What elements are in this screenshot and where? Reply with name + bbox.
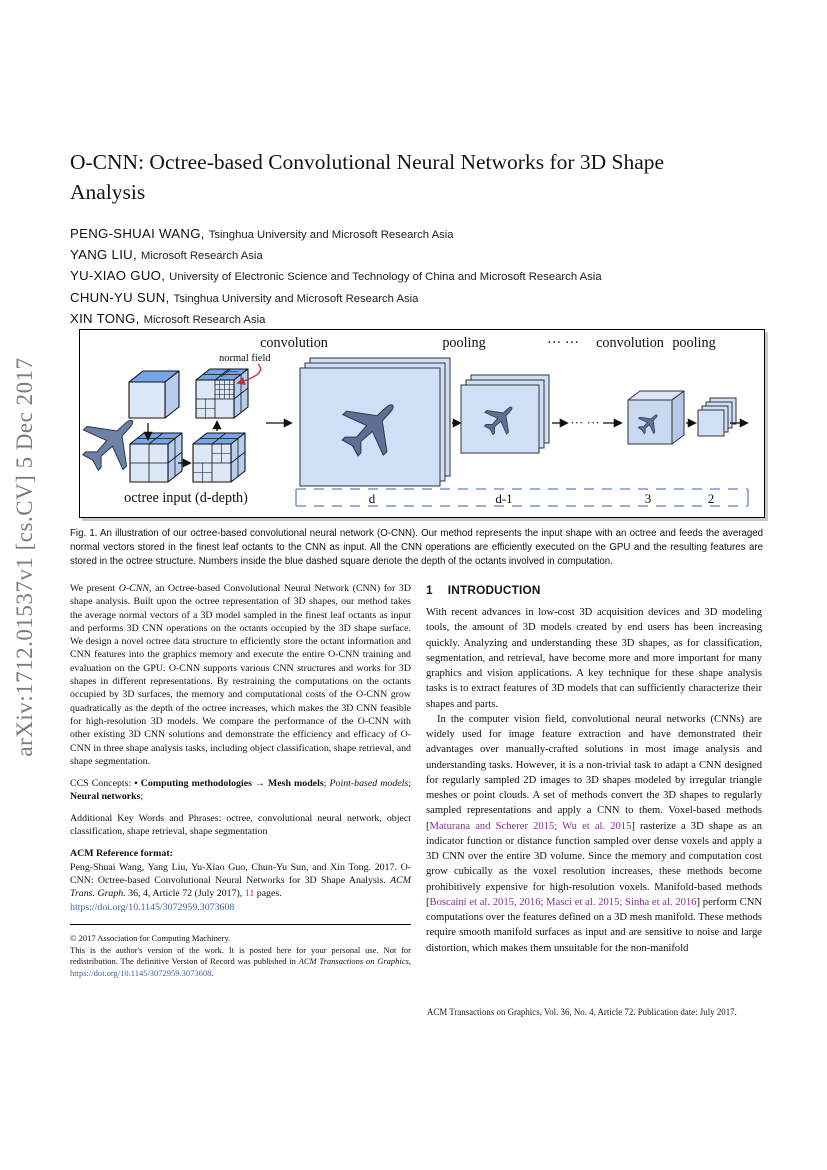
right-column: [426, 582, 762, 987]
copyright-line: © 2017 Association for Computing Machinery.: [70, 933, 231, 944]
body-columns: [70, 582, 762, 987]
section-title: INTRODUCTION: [447, 583, 541, 597]
feature-maps-depth-2: [698, 398, 736, 436]
section-number: 1: [426, 583, 433, 597]
journal-footer: ACM Transactions on Graphics, Vol. 36, No. 4, Article 72. Publication date: July 2017.: [427, 1007, 737, 1017]
doi-link[interactable]: https://doi.org/10.1145/3072959.3073608: [70, 901, 235, 913]
depth-label-2: 2: [707, 491, 715, 506]
normal-field-label: normal field: [219, 353, 271, 364]
copyright-divider: [70, 924, 411, 925]
author-line: [70, 224, 770, 245]
author-name: YU-XIAO GUO,: [70, 268, 166, 284]
arxiv-watermark: arXiv:1712.01537v1 [cs.CV] 5 Dec 2017: [12, 357, 37, 757]
depth-label-d1: d-1: [495, 491, 513, 506]
octree-cube-level2: [193, 433, 245, 482]
author-affiliation: Tsinghua University and Microsoft Research Asia: [173, 292, 419, 305]
mid-dots: ··· ···: [570, 415, 600, 430]
author-line: [70, 309, 770, 330]
author-name: YANG LIU,: [70, 247, 137, 263]
left-column: [70, 582, 411, 987]
depth-bracket: [296, 489, 748, 506]
author-affiliation: University of Electronic Science and Technology of China and Microsoft Research Asia: [169, 271, 602, 284]
copyright-notice: [70, 933, 411, 979]
author-name: PENG-SHUAI WANG,: [70, 226, 205, 241]
figure-caption: Fig. 1. An illustration of our octree-based convolutional neural network (O-CNN). Our method represents the input shape with an octree and feeds the averaged normal vectors stored in the finest leaf octants to the CNN as input. All the CNN operations are efficiently executed on the GPU and the resulting features are stored in the octree structure. Numbers inside the blue dashed square denote the depth of the octants involved in computation.: [70, 528, 763, 567]
author-list: [70, 224, 770, 330]
ccs-concepts: CCS Concepts: • Computing methodologies → Mesh models; Point-based models; Neural networks;: [70, 778, 411, 803]
intro-paragraph-2: In the computer vision field, convolutional neural networks (CNNs) are widely used for image feature extraction and have demonstrated their advantages over manually-crafted solutions in most image analysis and understanding tasks. However, it is a non-trivial task to adapt a CNN designed for regularly sampled 2D images to 3D shapes modeled by irregular triangle meshes or point clouds. A set of methods convert the 3D shapes to regularly sampled representations and apply a CNN to them. Voxel-based methods [Maturana and Scherer 2015; Wu et al. 2015] rasterize a 3D shape as an indicator function or distance function sampled over dense voxels and apply a 3D CNN over the entire 3D volume. Since the memory and computation cost grow cubically as the voxel resolution increases, these methods become prohibitively expensive for high-resolution voxels. Manifold-based methods [Boscaini et al. 2015, 2016; Masci et al. 2015; Sinha et al. 2016] perform CNN computations over the features defined on a 3D mesh manifold. These methods require smooth manifold surfaces as input and are sensitive to noise and large distortion, which makes them unsuitable for the non-manifold: [426, 713, 762, 954]
octree-cube-level0: [129, 371, 179, 418]
depth-label-d: d: [368, 491, 376, 506]
ocnn-pipeline-diagram: [80, 330, 764, 517]
copyright-text: This is the author's version of the work. It is posted here for your personal use. Not for redistribution. The definitive Version of Record was published in ACM Transactions on Graphics, https://doi.org/10.1145/3072959.3073608.: [70, 944, 412, 978]
page-title: [70, 147, 770, 207]
abstract: We present O-CNN, an Octree-based Convolutional Neural Network (CNN) for 3D shape analysis. Built upon the octree representation of 3D shapes, our method takes the average normal vectors of a 3D model sampled in the finest leaf octants as input and performs 3D CNN operations on the octants occupied by the 3D shape surface. We design a novel octree data structure to efficiently store the octant information and CNN features into the graphics memory and execute the entire O-CNN training and evaluation on the GPU. O-CNN supports various CNN structures and works for 3D shapes in different representations. By restraining the computations on the octants occupied by 3D surfaces, the memory and computational costs of the O-CNN grow quadratically as the depth of the octree increases, which makes the 3D CNN feasible for high-resolution 3D models. We compare the performance of the O-CNN with other existing 3D CNN solutions and demonstrate the efficiency and efficacy of O-CNN in three shape analysis tasks, including object classification, shape retrieval, and shape segmentation.: [70, 583, 411, 767]
author-affiliation: Microsoft Research Asia: [143, 313, 266, 326]
label-pooling-2: pooling: [672, 335, 716, 351]
author-line: [70, 288, 770, 309]
octree-cube-finest: [196, 369, 248, 418]
title-line-2: Analysis: [70, 180, 146, 204]
author-line: [70, 245, 770, 266]
label-convolution-1: convolution: [260, 335, 328, 351]
section-heading-introduction: [426, 583, 762, 597]
author-affiliation: Tsinghua University and Microsoft Research Asia: [208, 229, 454, 241]
figure-1: [79, 329, 765, 518]
label-pooling-1: pooling: [442, 335, 486, 351]
author-affiliation: Microsoft Research Asia: [140, 250, 263, 263]
acm-reference-body: Peng-Shuai Wang, Yang Liu, Yu-Xiao Guo, Chun-Yu Sun, and Xin Tong. 2017. O-CNN: Octree-based Convolutional Neural Networks for 3D Shape Analysis. ACM Trans. Graph. 36, 4, Article 72 (July 2017), 11 pages.: [70, 861, 411, 900]
title-line-1: O-CNN: Octree-based Convolutional Neural Networks for 3D Shape: [70, 150, 665, 174]
octree-cube-level1: [130, 433, 182, 482]
depth-label-3: 3: [644, 491, 652, 506]
acm-reference-heading: ACM Reference format:: [70, 848, 173, 860]
label-convolution-2: convolution: [596, 335, 664, 351]
author-name: CHUN-YU SUN,: [70, 289, 170, 305]
octree-input-label: octree input (d-depth): [124, 490, 248, 506]
intro-paragraph-1: With recent advances in low-cost 3D acquisition devices and 3D modeling tools, the amount of 3D models created by end users has been increasing quickly. Analyzing and understanding these 3D shapes, as for classification, segmentation, and retrieval, have become more and more important for many graphics and vision applications. A key technique for these shape analysis tasks is to extract features of 3D models that can sufficiently characterize their shapes and parts.: [426, 607, 762, 710]
label-dots-top: ··· ···: [547, 335, 579, 351]
author-name: XIN TONG,: [70, 310, 140, 326]
author-line: [70, 266, 770, 287]
keywords: Additional Key Words and Phrases: octree, convolutional neural network, object classification, shape retrieval, shape segmentation: [70, 812, 411, 838]
